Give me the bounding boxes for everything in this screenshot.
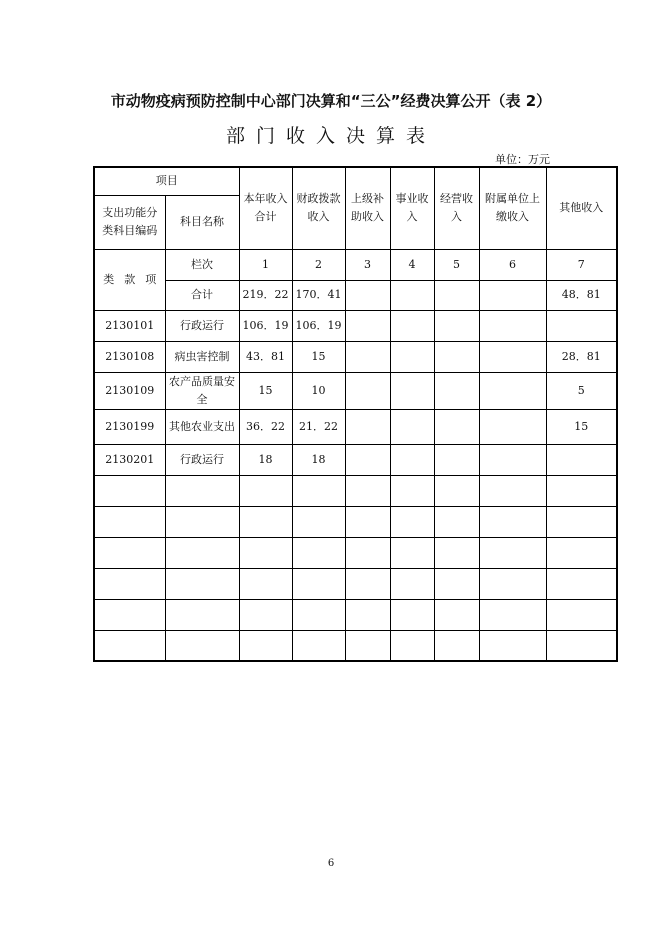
header-other: 其他收入 [546,167,617,249]
table-title: 部门收入决算表 [225,125,436,147]
col-number-5: 5 [434,249,479,280]
document-title: 市动物疫病预防控制中心部门决算和“三公”经费决算公开（表 2） [110,92,552,110]
col-number-2: 2 [292,249,345,280]
row-total: 106．19 [239,310,292,341]
empty-row [94,599,617,630]
page-number: 6 [327,858,335,869]
row-affiliated [479,372,546,409]
header-superior: 上级补助收入 [345,167,390,249]
row-operating [434,444,479,475]
header-total: 本年收入合计 [239,167,292,249]
row-operating [434,310,479,341]
header-fiscal: 财政拨款收入 [292,167,345,249]
row-superior [345,341,390,372]
row-other [546,444,617,475]
row-total: 15 [239,372,292,409]
total-total: 219．22 [239,280,292,310]
total-label: 合计 [165,280,239,310]
row-operating [434,372,479,409]
header-func-code: 支出功能分类科目编码 [94,195,165,249]
total-fiscal: 170．41 [292,280,345,310]
col-number-3: 3 [345,249,390,280]
row-fiscal: 15 [292,341,345,372]
row-business [390,310,434,341]
header-affiliated: 附属单位上缴收入 [479,167,546,249]
row-business [390,372,434,409]
col-number-6: 6 [479,249,546,280]
total-row [94,280,617,310]
total-affiliated [479,280,546,310]
row-other [546,310,617,341]
row-name: 其他农业支出 [165,409,239,444]
row-name: 农产品质量安全 [165,372,239,409]
row-fiscal: 10 [292,372,345,409]
row-superior [345,444,390,475]
header-lei: 类 [103,272,115,286]
empty-row [94,475,617,506]
empty-row [94,537,617,568]
row-business [390,444,434,475]
row-code: 2130101 [94,310,165,341]
row-total: 43．81 [239,341,292,372]
row-other: 5 [546,372,617,409]
header-row-lanci [94,249,617,280]
row-code: 2130108 [94,341,165,372]
empty-row [94,506,617,537]
row-name: 行政运行 [165,444,239,475]
table-row [94,310,617,341]
row-affiliated [479,341,546,372]
total-operating [434,280,479,310]
unit-label: 单位：万元 [495,153,550,166]
row-name: 行政运行 [165,310,239,341]
row-affiliated [479,310,546,341]
header-row-project [94,167,617,195]
row-other: 28．81 [546,341,617,372]
table-row [94,372,617,409]
row-code: 2130201 [94,444,165,475]
row-business [390,341,434,372]
row-code: 2130199 [94,409,165,444]
header-business: 事业收入 [390,167,434,249]
header-lanci: 栏次 [165,249,239,280]
row-fiscal: 106．19 [292,310,345,341]
total-business [390,280,434,310]
row-other: 15 [546,409,617,444]
header-lei-kuan-xiang [94,249,165,310]
row-name: 病虫害控制 [165,341,239,372]
row-superior [345,310,390,341]
row-fiscal: 21．22 [292,409,345,444]
table-row [94,341,617,372]
empty-row [94,630,617,661]
col-number-4: 4 [390,249,434,280]
row-business [390,409,434,444]
col-number-1: 1 [239,249,292,280]
row-affiliated [479,409,546,444]
row-fiscal: 18 [292,444,345,475]
row-superior [345,372,390,409]
row-affiliated [479,444,546,475]
row-operating [434,341,479,372]
total-superior [345,280,390,310]
total-other: 48．81 [546,280,617,310]
table-row [94,444,617,475]
header-project: 项目 [94,167,239,195]
row-code: 2130109 [94,372,165,409]
header-kuan: 款 [124,272,136,286]
row-total: 36．22 [239,409,292,444]
income-table [93,166,618,662]
row-operating [434,409,479,444]
empty-row [94,568,617,599]
row-superior [345,409,390,444]
header-operating: 经营收入 [434,167,479,249]
row-total: 18 [239,444,292,475]
col-number-7: 7 [546,249,617,280]
table-row [94,409,617,444]
header-subject-name: 科目名称 [165,195,239,249]
header-xiang: 项 [145,272,157,286]
